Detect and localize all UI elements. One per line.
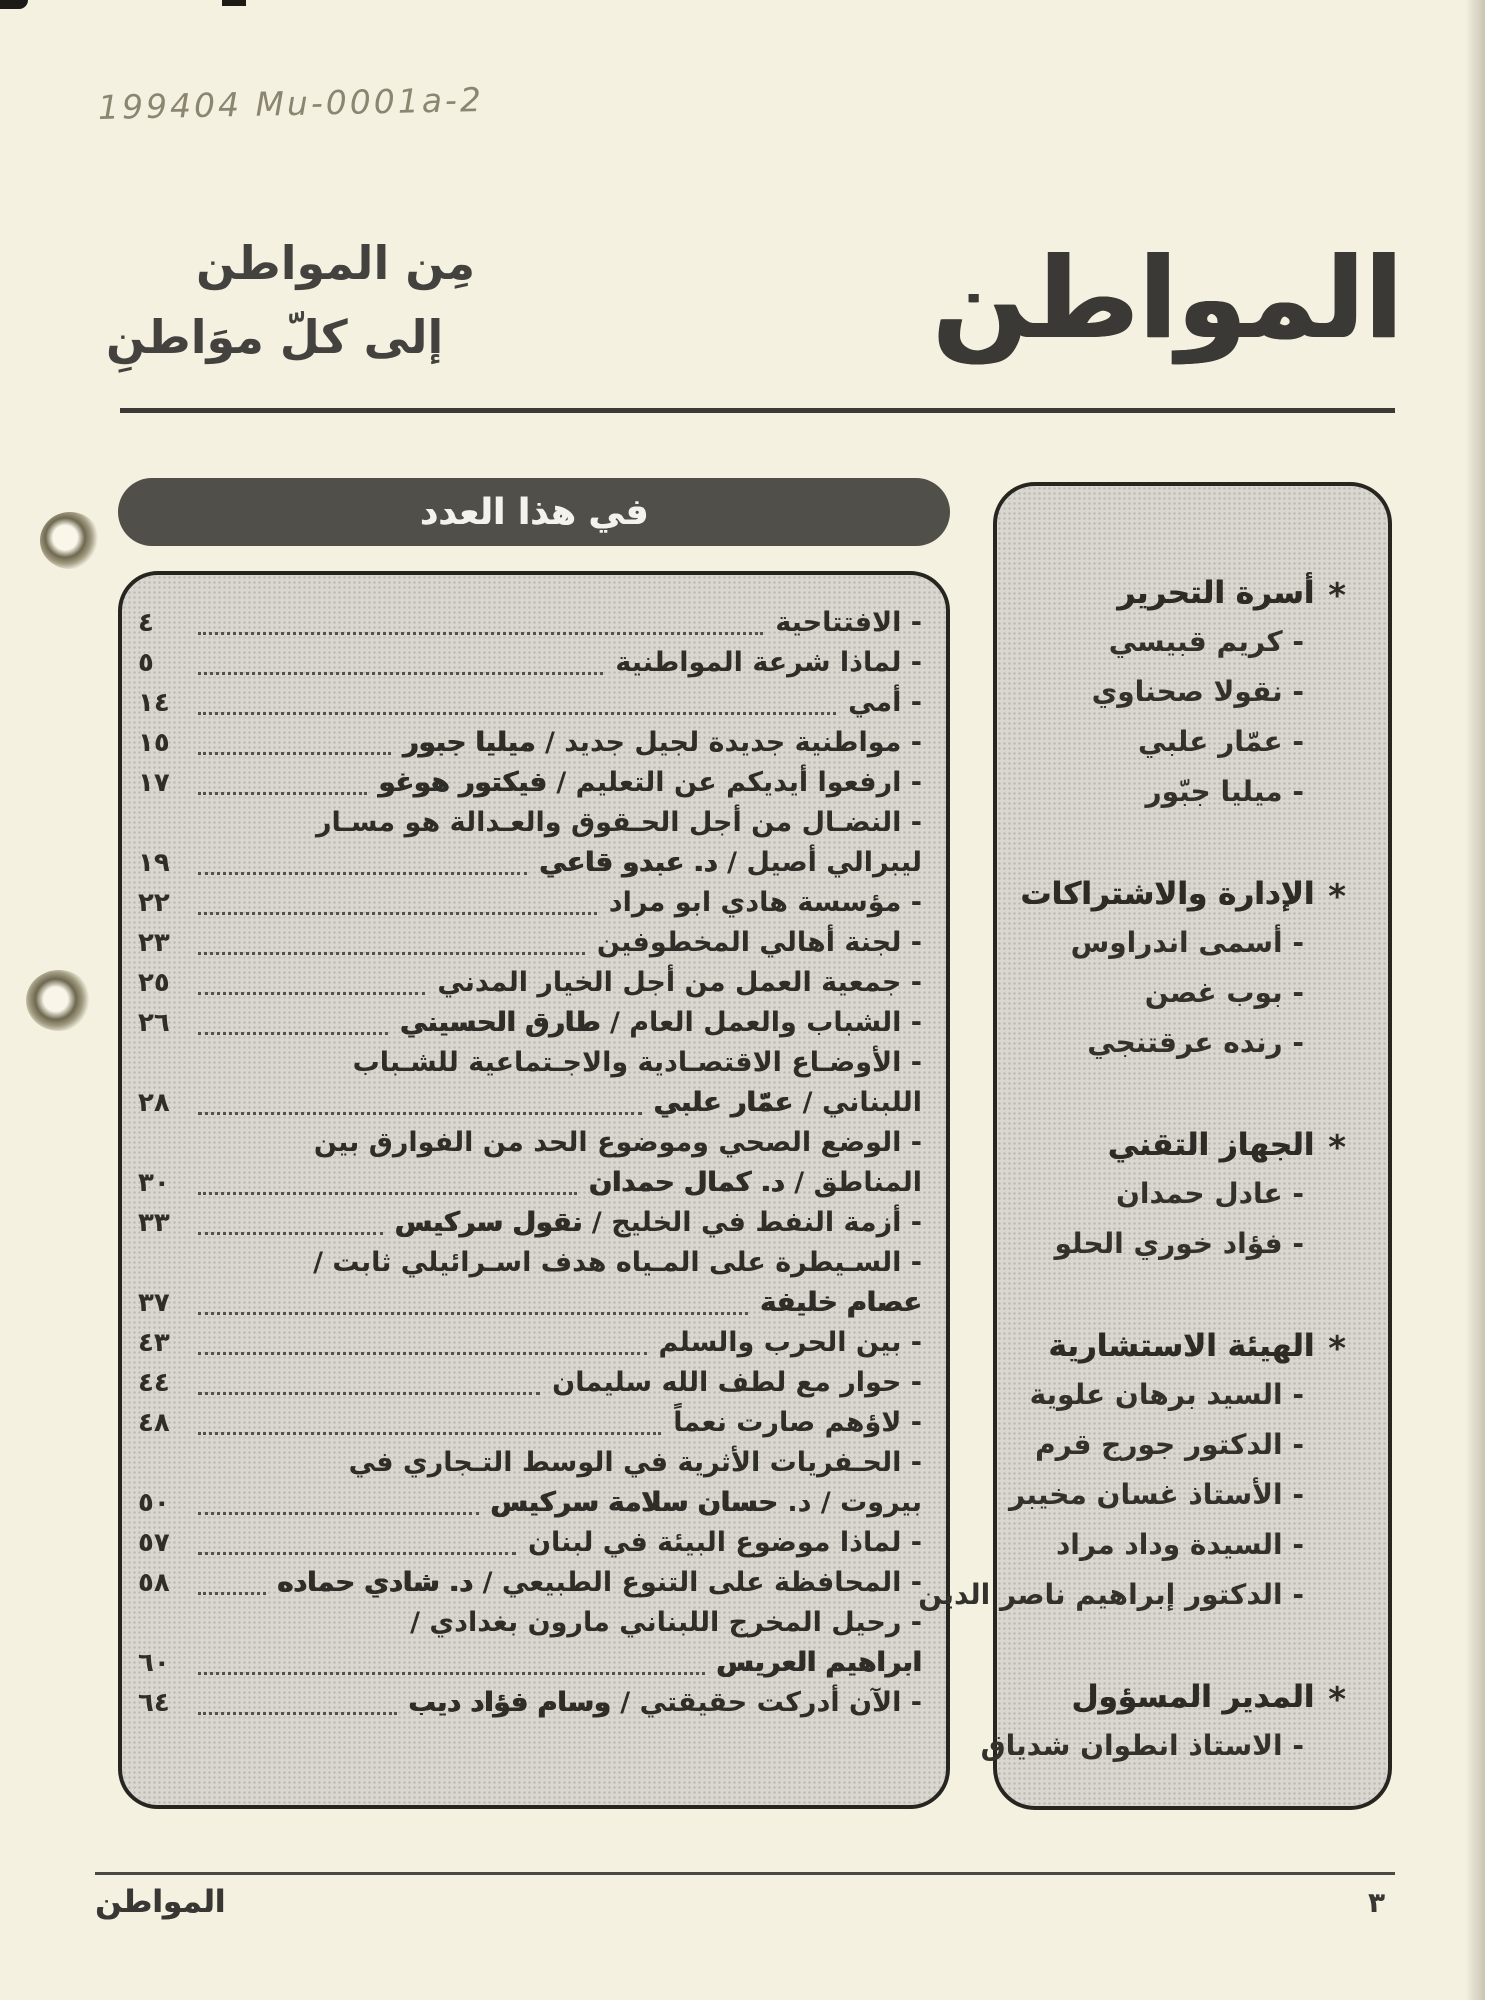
staff-member-name: - السيدة وداد مراد [1055, 1528, 1304, 1561]
toc-page-number: ٣٠ [138, 1168, 170, 1198]
toc-entry-line [138, 923, 922, 963]
dotted-leader [198, 872, 527, 875]
toc-entry-title [314, 1123, 922, 1163]
toc-entry-text: - جمعية العمل من أجل الخيار المدني [437, 967, 922, 998]
toc-page-number: ٤٤ [138, 1368, 170, 1398]
toc-entry-text: المناطق / [784, 1167, 922, 1198]
toc-entry-line [138, 1603, 922, 1643]
asterisk-bullet: * [1328, 1128, 1346, 1168]
toc-entry-text: - مؤسسة هادي ابو مراد [608, 887, 922, 918]
dotted-leader [198, 1592, 266, 1595]
toc-entry-title [313, 1243, 922, 1283]
dotted-leader [198, 1352, 647, 1355]
toc-page-number: ١٥ [138, 728, 170, 758]
masthead-slogan-line2: إلى كلّ موَاطنِ [106, 310, 444, 364]
dotted-leader [198, 1232, 383, 1235]
toc-entry-title [400, 1003, 922, 1043]
staff-section-title-text: المدير المسؤول [1071, 1679, 1315, 1715]
staff-member-name: - السيد برهان علوية [1029, 1378, 1304, 1411]
staff-member-name: - الأستاذ غسان مخيبر [1009, 1478, 1304, 1511]
toc-entry-text: - الأوضـاع الاقتصـادية والاجـتماعية للشـباب [352, 1047, 922, 1078]
toc-entry-author: حسان سلامة سركيس [490, 1487, 778, 1518]
toc-entry-title [589, 1163, 922, 1203]
hole-punch-bottom [26, 970, 92, 1031]
dotted-leader [198, 1112, 642, 1115]
staff-member-name: - نقولا صحناوي [1091, 675, 1304, 708]
toc-entry-author: د. عبدو قاعي [539, 847, 718, 878]
toc-entry-author: د. كمال حمدان [589, 1167, 785, 1198]
staff-section [980, 1672, 1346, 1771]
dotted-leader [198, 1192, 577, 1195]
dotted-leader [198, 992, 425, 995]
dotted-leader [198, 792, 367, 795]
toc-entry-line [138, 1363, 922, 1403]
toc-entry-title [349, 1443, 922, 1483]
toc-entry-line [138, 1643, 922, 1683]
staff-member-name: - فؤاد خوري الحلو [1054, 1227, 1304, 1260]
staff-member-name: - عادل حمدان [1115, 1177, 1304, 1210]
footer-page-number: ٣ [1368, 1886, 1386, 1919]
toc-entry-text: - السـيطرة على المـياه هدف اسـرائيلي ثابت / [313, 1247, 922, 1278]
toc-page-number: ١٤ [138, 688, 170, 718]
toc-entry-text: - الحـفريات الأثرية في الوسط التـجاري في [348, 1447, 922, 1478]
asterisk-bullet: * [1328, 576, 1346, 616]
toc-page-number: ١٧ [138, 768, 170, 798]
dotted-leader [198, 632, 763, 635]
masthead-title: المواطن [932, 234, 1403, 364]
toc-entry-title [597, 923, 922, 963]
staff-section-title [1013, 1672, 1346, 1721]
toc-page-number: ٢٢ [138, 888, 170, 918]
staff-section-title-text: الهيئة الاستشارية [1048, 1328, 1315, 1364]
toc-entry-author: عصام خليفة [760, 1287, 922, 1318]
masthead-rule [120, 408, 1395, 413]
staff-member-name: - عمّار علبي [1138, 725, 1304, 758]
toc-entry-author: طارق الحسيني [400, 1007, 601, 1038]
toc-page-number: ٢٥ [138, 968, 170, 998]
dotted-leader [198, 912, 597, 915]
toc-entry-author: ابراهيم العريس [716, 1647, 922, 1678]
toc-entry-title [775, 603, 922, 643]
toc-entry-line [138, 883, 922, 923]
toc-entry-author: ميليا جبور [403, 727, 536, 758]
toc-entry-text: - لاؤهم صارت نعماً [673, 1407, 922, 1438]
staff-section-title [1013, 1321, 1346, 1370]
toc-page-number: ٦٤ [138, 1688, 170, 1718]
staff-section-title-text: الجهاز التقني [1107, 1127, 1315, 1163]
toc-entry-text: - الوضع الصحي وموضوع الحد من الفوارق بين [313, 1127, 922, 1158]
staff-member-name: - الدكتور إبراهيم ناصر الدين [918, 1578, 1304, 1611]
staff-section-title-text: أسرة التحرير [1117, 575, 1315, 611]
toc-entry-line [138, 803, 922, 843]
toc-entry-text: - أمي [848, 687, 922, 718]
toc-entry-title [673, 1403, 922, 1443]
toc-entry-author: وسام فؤاد ديب [408, 1687, 611, 1718]
toc-page-number: ٤ [138, 608, 154, 638]
toc-entry-title [403, 723, 922, 763]
staff-section-title [1013, 869, 1346, 918]
staff-member-name: - ميليا جبّور [1145, 775, 1304, 808]
staff-member-name: - بوب غصن [1144, 976, 1304, 1009]
toc-entry-text: - الافتتاحية [775, 607, 922, 638]
toc-entry-line [138, 1083, 922, 1123]
staff-panel [918, 482, 1392, 1810]
toc-entry-text: بيروت / د. [777, 1487, 922, 1518]
toc-entry-title [654, 1083, 922, 1123]
toc-entry-title [353, 1043, 922, 1083]
toc-entry-text: - المحافظة على التنوع الطبيعي / [473, 1567, 922, 1598]
toc-entry-title [717, 1643, 923, 1683]
dotted-leader [198, 1392, 540, 1395]
toc-entry-text: - لجنة أهالي المخطوفين [596, 927, 922, 958]
toc-page-number: ٥٠ [138, 1488, 170, 1518]
toc-entry-text: - رحيل المخرج اللبناني مارون بغدادي / [410, 1607, 922, 1638]
staff-section [1013, 568, 1346, 817]
staff-section [1013, 869, 1346, 1068]
toc-entry-text: - لماذا شرعة المواطنية [615, 647, 922, 678]
toc-entry-title [491, 1483, 922, 1523]
toc-entry-title [437, 963, 922, 1003]
toc-page-number: ٣٣ [138, 1208, 170, 1238]
toc-entry-text: ليبرالي أصيل / [717, 847, 922, 878]
toc-entry-line [138, 1483, 922, 1523]
staff-section-title-text: الإدارة والاشتراكات [1020, 876, 1315, 912]
toc-entry-title [316, 803, 922, 843]
toc-entry-author: فيكتور هوغو [378, 767, 548, 798]
toc-page-number: ٢٨ [138, 1088, 170, 1118]
footer-journal-name: المواطن [95, 1884, 226, 1920]
asterisk-bullet: * [1328, 877, 1346, 917]
toc-entry-title [395, 1203, 922, 1243]
staff-section-title [1013, 568, 1346, 617]
dotted-leader [198, 1032, 388, 1035]
toc-entry-line [138, 1123, 922, 1163]
asterisk-bullet: * [1328, 1329, 1346, 1369]
footer-rule [95, 1872, 1395, 1875]
scan-artifact-corner [0, 0, 28, 9]
toc-entry-title [410, 1603, 922, 1643]
toc-page-number: ٤٣ [138, 1328, 170, 1358]
toc-entry-line [138, 1443, 922, 1483]
toc-entry-text: اللبناني / [793, 1087, 922, 1118]
toc-entry-line [138, 1283, 922, 1323]
toc-entry-line [138, 643, 922, 683]
toc-entry-line [138, 723, 922, 763]
toc-entry-text: - أزمة النفط في الخليج / [582, 1207, 922, 1238]
toc-entry-title [659, 1323, 923, 1363]
toc-page-number: ٤٨ [138, 1408, 170, 1438]
toc-entry-line [138, 963, 922, 1003]
toc-list [138, 603, 922, 1723]
staff-member-name: - كريم قبيسي [1108, 625, 1304, 658]
dotted-leader [198, 1672, 705, 1675]
dotted-leader [198, 1552, 516, 1555]
toc-page-number: ٦٠ [138, 1648, 170, 1678]
toc-entry-line [138, 1243, 922, 1283]
asterisk-bullet: * [1328, 1680, 1346, 1720]
dotted-leader [198, 952, 585, 955]
toc-entry-title [760, 1283, 922, 1323]
dotted-leader [198, 1312, 748, 1315]
scan-artifact-dash [222, 0, 246, 6]
toc-entry-title [379, 763, 922, 803]
toc-entry-text: - لماذا موضوع البيئة في لبنان [528, 1527, 922, 1558]
toc-banner-label: في هذا العدد [419, 491, 649, 533]
toc-entry-line [138, 843, 922, 883]
toc-entry-title [539, 843, 922, 883]
toc-entry-author: عمّار علبي [653, 1087, 794, 1118]
toc-page-number: ٣٧ [138, 1288, 170, 1318]
staff-member-name: - الاستاذ انطوان شدياق [980, 1729, 1304, 1762]
toc-page-number: ٥٨ [138, 1568, 170, 1598]
toc-entry-line [138, 1563, 922, 1603]
dotted-leader [198, 1432, 661, 1435]
staff-section-title [1013, 1120, 1346, 1169]
toc-entry-text: - النضـال من أجل الحـقوق والعـدالة هو مسـار [316, 807, 922, 838]
toc-entry-title [528, 1523, 922, 1563]
toc-banner [118, 478, 950, 546]
toc-entry-line [138, 1403, 922, 1443]
toc-entry-title [848, 683, 922, 723]
staff-member-name: - أسمى اندراوس [1070, 926, 1304, 959]
staff-list [918, 568, 1346, 1771]
handwritten-annotation: 199404 Mu-0001a-2 [97, 79, 485, 128]
dotted-leader [198, 1512, 479, 1515]
toc-entry-text: - مواطنية جديدة لجيل جديد / [535, 727, 922, 758]
masthead-slogan-line1: مِن المواطن [196, 236, 476, 290]
toc-entry-line [138, 1523, 922, 1563]
toc-entry-line [138, 1683, 922, 1723]
toc-page-number: ٢٣ [138, 928, 170, 958]
staff-section [918, 1321, 1346, 1620]
toc-entry-text: - ارفعوا أيديكم عن التعليم / [547, 767, 922, 798]
toc-entry-text: - حوار مع لطف الله سليمان [552, 1367, 922, 1398]
dotted-leader [198, 752, 391, 755]
toc-entry-title [278, 1563, 923, 1603]
toc-entry-text: - الشباب والعمل العام / [600, 1007, 922, 1038]
hole-punch-top [40, 512, 100, 569]
toc-entry-line [138, 683, 922, 723]
toc-entry-title [552, 1363, 922, 1403]
toc-entry-author: د. شادي حماده [277, 1567, 474, 1598]
toc-page-number: ٥ [138, 648, 154, 678]
toc-entry-text: - الآن أدركت حقيقتي / [610, 1687, 922, 1718]
staff-section [1013, 1120, 1346, 1269]
dotted-leader [198, 672, 603, 675]
toc-page-number: ٢٦ [138, 1008, 170, 1038]
toc-entry-line [138, 1043, 922, 1083]
scan-edge-shadow [1465, 0, 1485, 2000]
toc-entry-title [615, 643, 922, 683]
toc-page-number: ٥٧ [138, 1528, 170, 1558]
toc-page-number: ١٩ [138, 848, 170, 878]
toc-entry-line [138, 1003, 922, 1043]
toc-entry-line [138, 1203, 922, 1243]
toc-entry-line [138, 1323, 922, 1363]
staff-member-name: - رنده عرقتنجي [1087, 1026, 1304, 1059]
toc-entry-line [138, 1163, 922, 1203]
toc-entry-title [609, 883, 922, 923]
dotted-leader [198, 1712, 397, 1715]
toc-entry-author: نقول سركيس [394, 1207, 583, 1238]
toc-entry-line [138, 603, 922, 643]
toc-panel [118, 571, 950, 1809]
toc-entry-line [138, 763, 922, 803]
dotted-leader [198, 712, 836, 715]
staff-member-name: - الدكتور جورج قرم [1035, 1428, 1304, 1461]
toc-entry-text: - بين الحرب والسلم [658, 1327, 922, 1358]
toc-entry-title [409, 1683, 922, 1723]
